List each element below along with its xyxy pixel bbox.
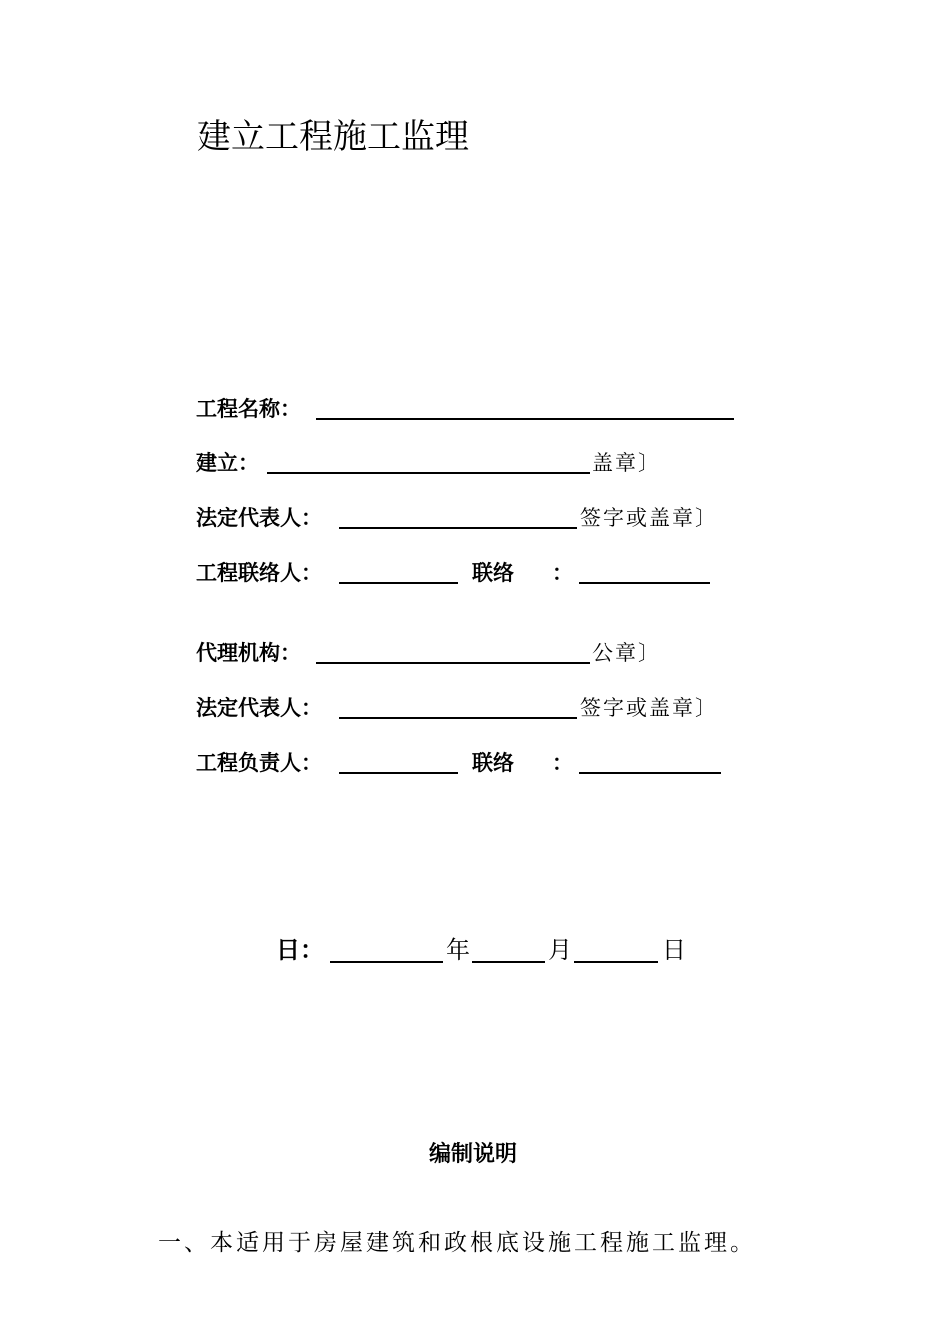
agency-legal-rep-label: 法定代表人： xyxy=(196,696,322,720)
date-label: 日： xyxy=(276,936,324,964)
month-field[interactable] xyxy=(472,961,545,963)
phone-field[interactable] xyxy=(579,582,710,584)
day-field[interactable] xyxy=(574,961,658,963)
section-heading: 编制说明 xyxy=(429,1142,518,1167)
month-label: 月 xyxy=(548,936,574,964)
year-label: 年 xyxy=(446,936,472,964)
document-title: 建立工程施工监理 xyxy=(197,117,469,157)
project-lead-field[interactable] xyxy=(339,772,458,774)
builder-legal-rep-field[interactable] xyxy=(339,527,577,529)
agency-field[interactable] xyxy=(316,662,590,664)
agency-legal-rep-field[interactable] xyxy=(339,717,577,719)
phone-field[interactable] xyxy=(579,772,721,774)
agency-label: 代理机构： xyxy=(196,641,301,665)
project-contact-field[interactable] xyxy=(339,582,458,584)
year-field[interactable] xyxy=(330,961,443,963)
phone-label: 联络 xyxy=(472,561,514,585)
builder-legal-rep-note: 签字或盖章〕 xyxy=(580,506,718,530)
project-contact-label: 工程联络人： xyxy=(196,561,322,585)
builder-legal-rep-label: 法定代表人： xyxy=(196,506,322,530)
agency-seal-note: 公章〕 xyxy=(592,641,661,665)
builder-seal-note: 盖章〕 xyxy=(592,451,661,475)
builder-label: 建立： xyxy=(196,451,259,475)
builder-field[interactable] xyxy=(267,472,590,474)
day-label: 日 xyxy=(662,936,688,964)
project-name-label: 工程名称： xyxy=(196,397,301,421)
agency-legal-rep-note: 签字或盖章〕 xyxy=(580,696,718,720)
phone-colon: ： xyxy=(552,751,573,775)
project-lead-label: 工程负责人： xyxy=(196,751,322,775)
phone-colon: ： xyxy=(552,561,573,585)
project-name-field[interactable] xyxy=(316,418,734,420)
phone-label: 联络 xyxy=(472,751,514,775)
note-paragraph: 一、本适用于房屋建筑和政根底设施工程施工监理。 xyxy=(158,1230,756,1256)
